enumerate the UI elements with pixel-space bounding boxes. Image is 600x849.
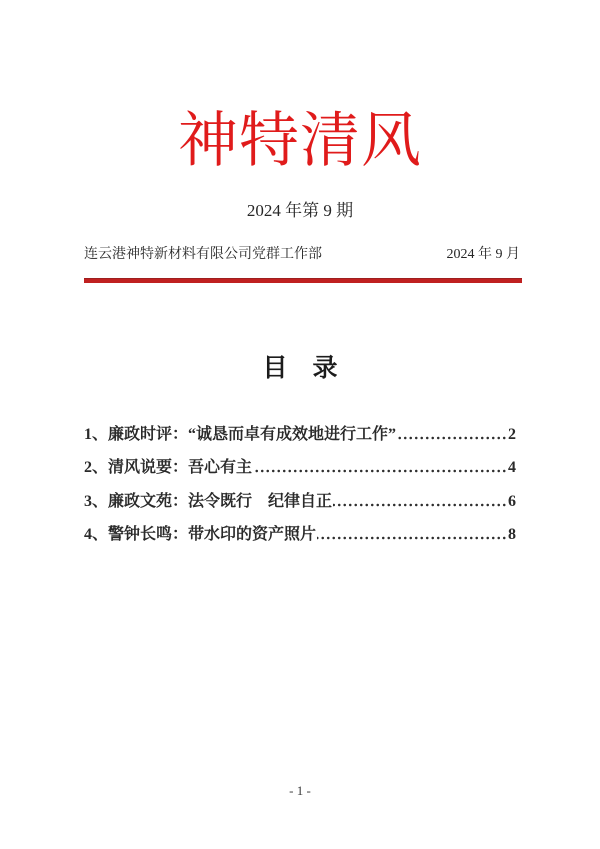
newsletter-title: 神特清风 xyxy=(178,108,422,174)
toc-entry-page: 4 xyxy=(508,459,516,477)
red-divider-rule xyxy=(84,278,522,283)
toc-entry-page: 6 xyxy=(508,492,516,510)
toc-list xyxy=(84,421,516,555)
toc-entry-page: 2 xyxy=(508,426,516,444)
toc-entry-label: 1、廉政时评：“诚恳而卓有成效地进行工作” xyxy=(84,426,397,444)
toc-entry xyxy=(84,454,516,487)
toc-entry-label: 4、警钟长鸣：带水印的资产照片 xyxy=(84,526,317,544)
issue-number: 2024 年第 9 期 xyxy=(246,201,354,221)
publisher-row xyxy=(84,246,520,264)
toc-entry-label: 2、清风说要：吾心有主 xyxy=(84,459,253,477)
publisher-name: 连云港神特新材料有限公司党群工作部 xyxy=(84,246,322,262)
toc-entry-page: 8 xyxy=(508,526,516,544)
dot-leader xyxy=(253,467,507,475)
toc-entry xyxy=(84,421,516,454)
dot-leader xyxy=(397,434,507,442)
publication-date: 2024 年 9 月 xyxy=(446,246,520,262)
dot-leader xyxy=(333,501,507,509)
toc-entry xyxy=(84,521,516,554)
page-number-footer: - 1 - xyxy=(289,783,311,798)
dot-leader xyxy=(317,534,507,542)
toc-entry-label: 3、廉政文苑：法令既行 纪律自正 xyxy=(84,492,333,510)
toc-entry xyxy=(84,488,516,521)
toc-heading: 目 录 xyxy=(262,355,338,383)
